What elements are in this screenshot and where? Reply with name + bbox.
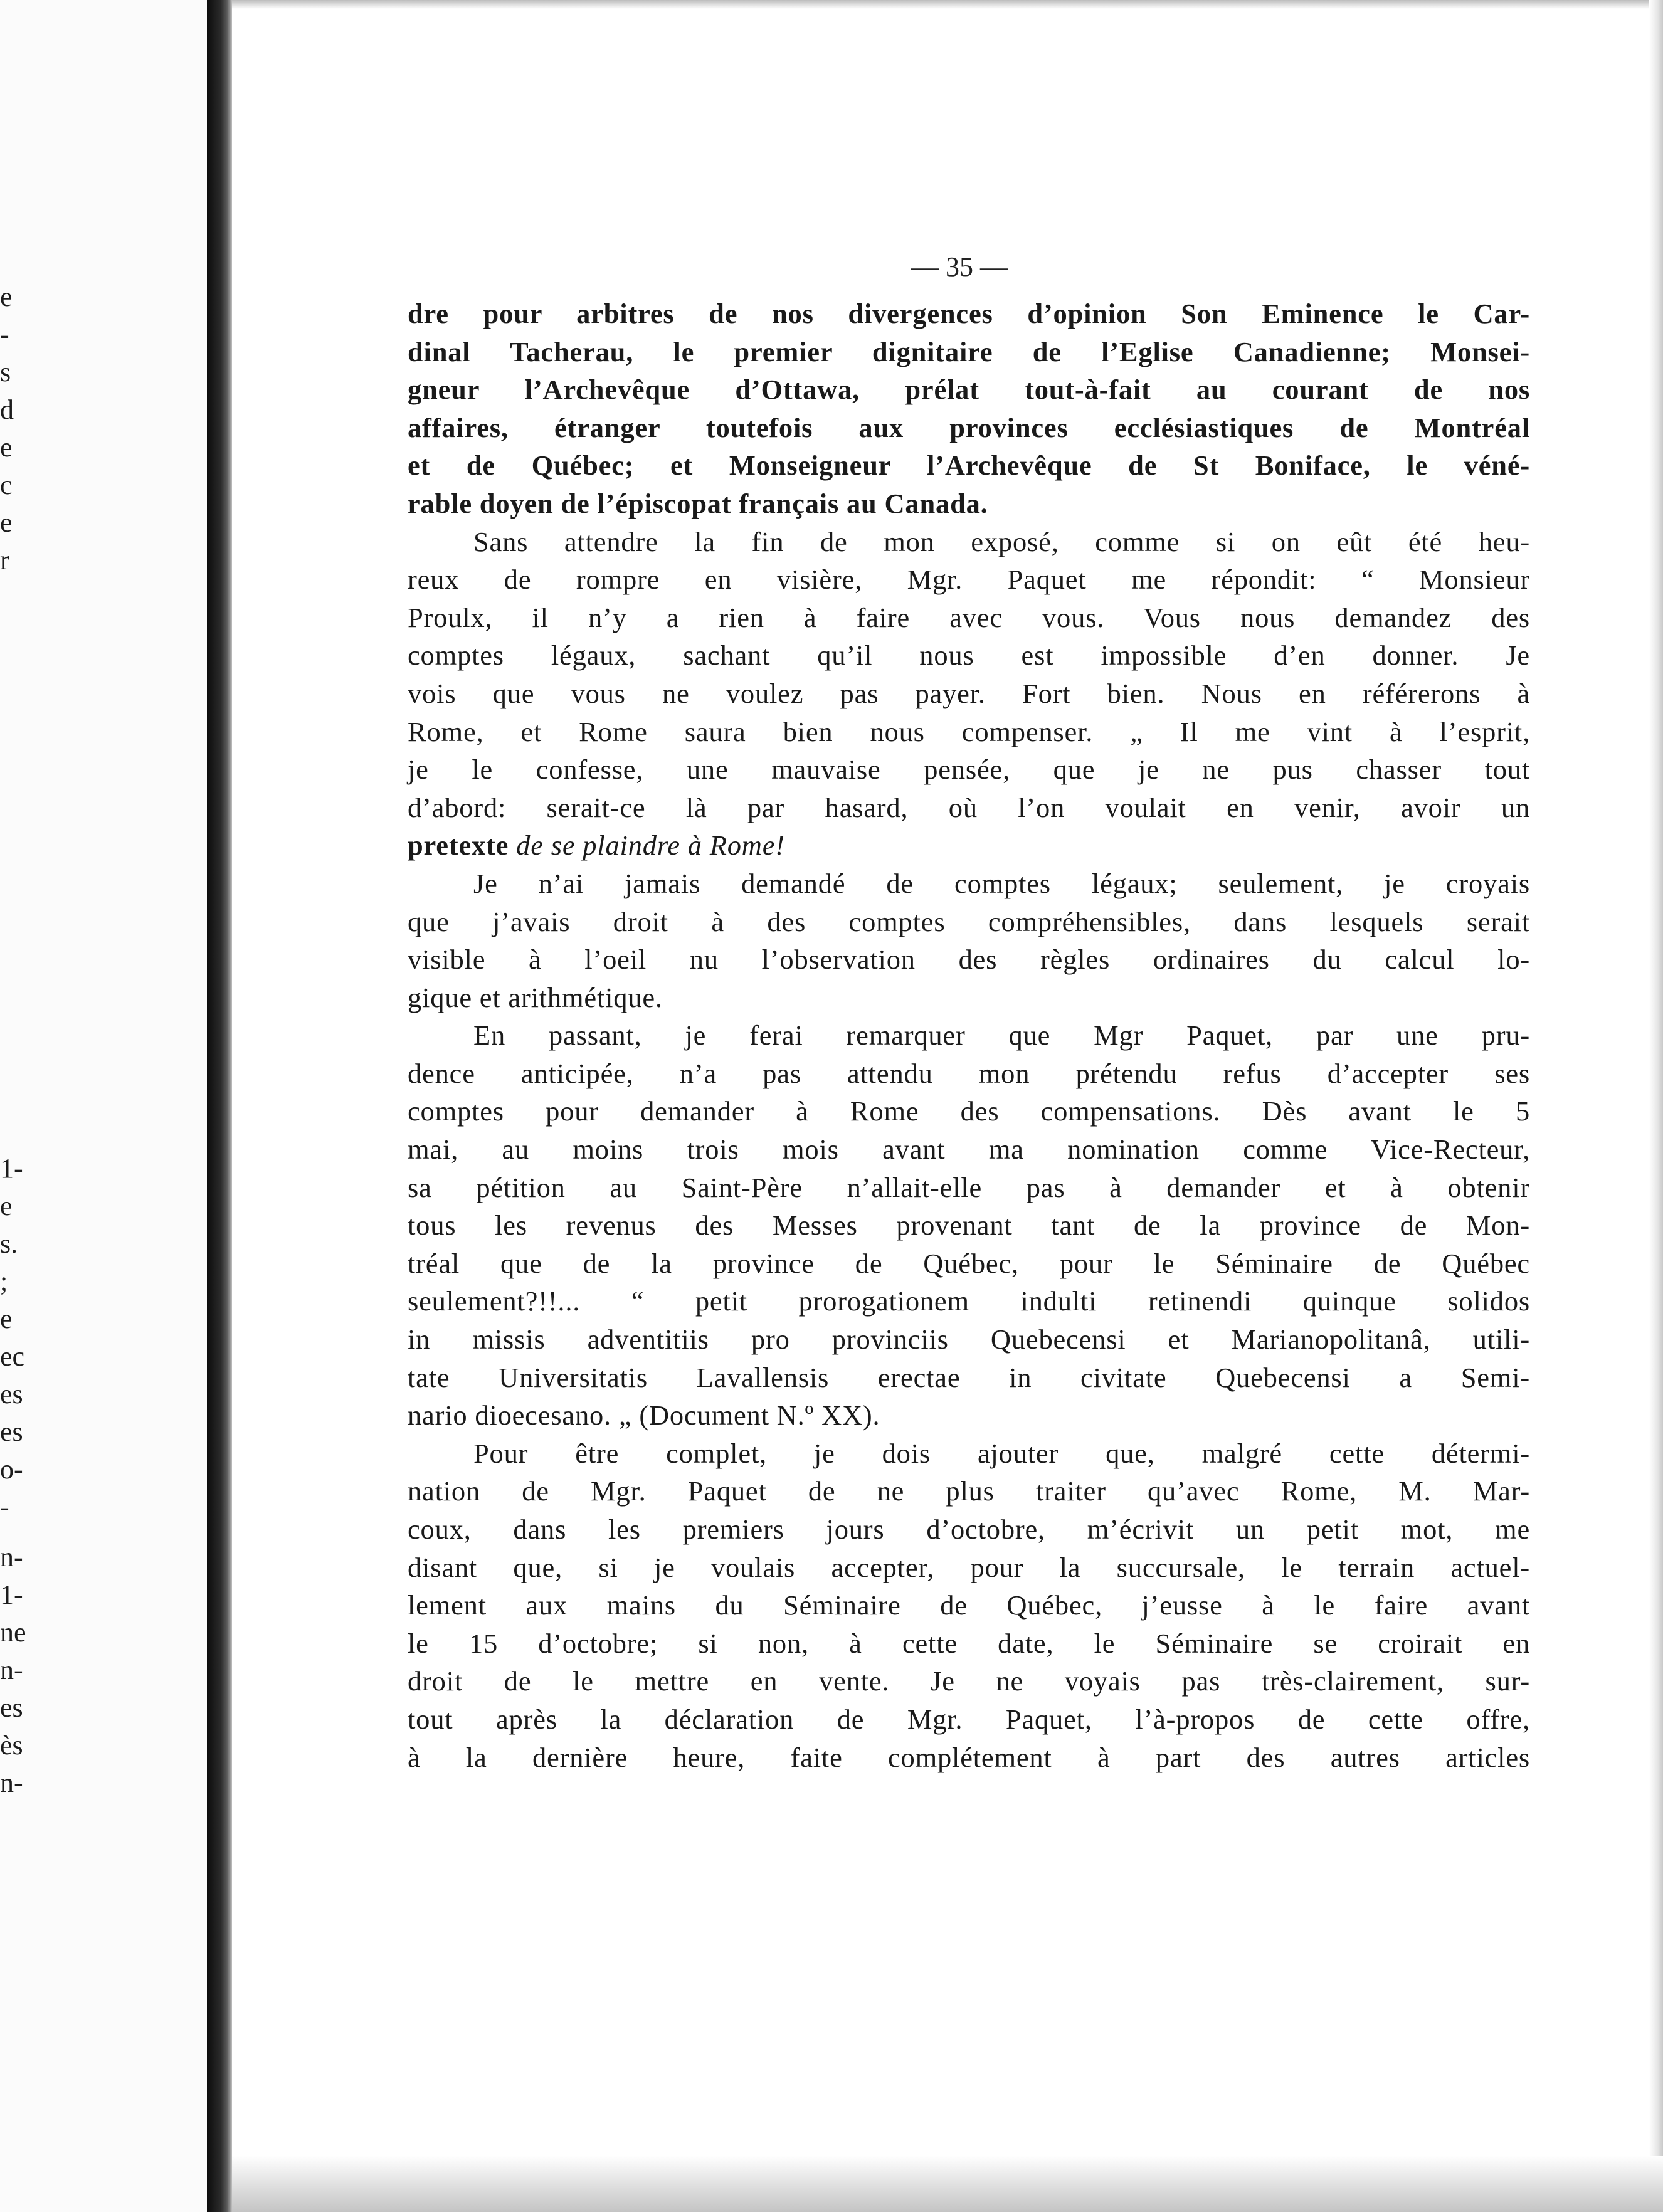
text-line: comptes légaux, sachant qu’il nous est impossible d’en donner. Je (408, 640, 1530, 672)
page-number: — 35 — (911, 251, 1008, 282)
book-page (232, 0, 1663, 2212)
text-line: seulement?!!... “ petit prorogationem indulti retinendi quinque solidos (408, 1285, 1530, 1317)
left-page-fragment: es (0, 1379, 23, 1409)
left-page-fragment: c (0, 470, 13, 500)
text-line: d’abord: serait-ce là par hasard, où l’on voulait en venir, avoir un (408, 791, 1530, 823)
text-line (408, 826, 1530, 865)
left-page-fragment: - (0, 1492, 9, 1522)
page-edge (1649, 0, 1663, 2212)
text-line: Sans attendre la fin de mon exposé, comme si on eût été heu- (473, 525, 1530, 557)
text-line: tréal que de la province de Québec, pour le Séminaire de Québec (408, 1247, 1530, 1279)
left-page-fragment: es (0, 1692, 23, 1723)
text-line: nation de Mgr. Paquet de ne plus traiter qu’avec Rome, M. Mar- (408, 1475, 1530, 1507)
left-page-fragment: r (0, 545, 9, 576)
text-line: dinal Tacherau, le premier dignitaire de l’Eglise Canadienne; Monsei- (408, 335, 1530, 367)
page-bottom-shadow (232, 2156, 1663, 2212)
text-line: à la dernière heure, faite complétement à part des autres articles (408, 1741, 1530, 1773)
left-page-fragment: e (0, 1191, 13, 1221)
text-line: Pour être complet, je dois ajouter que, malgré cette détermi- (473, 1437, 1530, 1469)
left-page-fragment: e (0, 432, 13, 463)
book-gutter (207, 0, 232, 2212)
text-line: dence anticipée, n’a pas attendu mon prétendu refus d’accepter ses (408, 1057, 1530, 1089)
left-page-fragment: n- (0, 1767, 23, 1798)
page-top-shadow (232, 0, 1663, 9)
text-line: le 15 d’octobre; si non, à cette date, le Séminaire se croirait en (408, 1627, 1530, 1659)
left-page-fragment: ès (0, 1730, 23, 1761)
text-line: lement aux mains du Séminaire de Québec, j’eusse à le faire avant (408, 1589, 1530, 1621)
left-page-fragment: s. (0, 1228, 18, 1259)
text-line: que j’avais droit à des comptes compréhensibles, dans lesquels serait (408, 905, 1530, 937)
text-line: affaires, étranger toutefois aux provinces ecclésiastiques de Montréal (408, 411, 1530, 443)
text-line: sa pétition au Saint-Père n’allait-elle pas à demander et à obtenir (408, 1171, 1530, 1203)
text-line: reux de rompre en visière, Mgr. Paquet me répondit: “ Monsieur (408, 564, 1530, 596)
left-page-fragment: n- (0, 1655, 23, 1685)
text-line: gique et arithmétique. (408, 981, 663, 1013)
text-line: gneur l’Archevêque d’Ottawa, prélat tout-à-fait au courant de nos (408, 374, 1530, 406)
text-run: pretexte (408, 830, 517, 861)
text-line: tate Universitatis Lavallensis erectae in civitate Quebecensi a Semi- (408, 1361, 1530, 1393)
text-line: mai, au moins trois mois avant ma nomination comme Vice-Recteur, (408, 1134, 1530, 1166)
left-page-fragment: n- (0, 1542, 23, 1572)
text-line: vois que vous ne voulez pas payer. Fort bien. Nous en référerons à (408, 677, 1530, 709)
left-page-fragment: o- (0, 1454, 23, 1485)
left-page-fragment: e (0, 1304, 13, 1334)
text-line: En passant, je ferai remarquer que Mgr Paquet, par une pru- (473, 1019, 1530, 1051)
left-page-fragment: s (0, 357, 11, 387)
text-line: in missis adventitiis pro provinciis Quebecensi et Marianopolitanâ, utili- (408, 1324, 1530, 1356)
text-line: je le confesse, une mauvaise pensée, que je ne pus chasser tout (408, 754, 1530, 786)
text-line: droit de le mettre en vente. Je ne voyais pas très-clairement, sur- (408, 1665, 1530, 1697)
text-line: Je n’ai jamais demandé de comptes légaux; seulement, je croyais (473, 867, 1530, 899)
italic-phrase: de se plaindre à Rome! (516, 830, 785, 861)
text-line: disant que, si je voulais accepter, pour la succursale, le terrain actuel- (408, 1551, 1530, 1583)
left-page-fragment: - (0, 319, 9, 350)
left-page-fragment: ne (0, 1617, 26, 1648)
left-page-fragment: ; (0, 1266, 8, 1297)
text-line: et de Québec; et Monseigneur l’Archevêque de St Boniface, le véné- (408, 450, 1530, 482)
text-line: tout après la déclaration de Mgr. Paquet, l’à-propos de cette offre, (408, 1703, 1530, 1735)
left-page-fragment: d (0, 394, 14, 425)
text-line: rable doyen de l’épiscopat français au Canada. (408, 487, 988, 519)
text-line: visible à l’oeil nu l’observation des règles ordinaires du calcul lo- (408, 944, 1530, 976)
text-line: dre pour arbitres de nos divergences d’opinion Son Eminence le Car- (408, 298, 1530, 329)
text-line: comptes pour demander à Rome des compensations. Dès avant le 5 (408, 1095, 1530, 1127)
left-page-fragment: 1- (0, 1153, 23, 1184)
text-line: Proulx, il n’y a rien à faire avec vous. Vous nous demandez des (408, 601, 1530, 633)
left-page-fragment: es (0, 1416, 23, 1447)
text-line: nario dioecesano. „ (Document N.º XX). (408, 1399, 880, 1431)
left-page-fragment: ec (0, 1341, 25, 1372)
body-text (408, 295, 1530, 1776)
left-page-edge (0, 0, 207, 2212)
text-line: Rome, et Rome saura bien nous compenser. „ Il me vint à l’esprit, (408, 715, 1530, 747)
left-page-fragment: e (0, 282, 13, 312)
left-page-fragment: 1- (0, 1579, 23, 1610)
left-page-fragment: e (0, 507, 13, 538)
text-line: tous les revenus des Messes provenant tant de la province de Mon- (408, 1209, 1530, 1241)
text-line: coux, dans les premiers jours d’octobre, m’écrivit un petit mot, me (408, 1514, 1530, 1545)
